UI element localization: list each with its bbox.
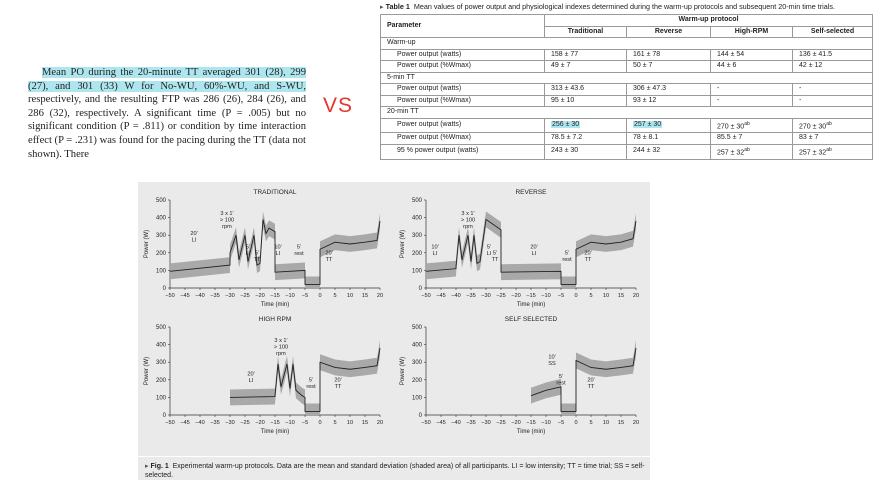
annotation-line: rpm — [463, 223, 473, 230]
x-tick-label: 0 — [318, 420, 322, 426]
x-axis-label: Time (min) — [516, 429, 546, 435]
annotation-line: rest — [556, 380, 566, 387]
annotation-line: rest — [294, 250, 304, 257]
annotation-line: LI — [432, 250, 438, 257]
table-cell: 44 ± 6 — [711, 61, 793, 73]
phase-annotation — [190, 231, 197, 244]
table-cell: - — [793, 95, 873, 107]
y-tick-label: 400 — [155, 342, 166, 349]
y-tick-label: 200 — [411, 377, 422, 384]
y-axis-label: Power (W) — [400, 229, 406, 259]
x-tick-label: −30 — [481, 420, 491, 426]
x-tick-label: −25 — [496, 293, 506, 299]
annotation-line: 5′ — [308, 377, 314, 384]
column-header: Self-selected — [793, 26, 873, 38]
annotation-line: 10′ — [274, 244, 282, 251]
y-tick-label: 300 — [155, 360, 166, 367]
x-tick-label: 5 — [589, 420, 593, 426]
table-cell: 85.5 ± 7 — [711, 133, 793, 145]
table-row — [381, 118, 873, 133]
annotation-line: 5′ — [296, 244, 302, 251]
x-tick-label: 10 — [602, 420, 610, 426]
x-tick-label: 5 — [333, 420, 337, 426]
x-tick-label: −35 — [210, 293, 220, 299]
x-tick-label: −50 — [165, 420, 175, 426]
x-tick-label: −25 — [240, 293, 250, 299]
annotation-line: 5′ — [245, 244, 251, 251]
x-tick-label: −35 — [466, 420, 476, 426]
annotation-line: 3 x 1′ — [461, 210, 475, 217]
caption-divider — [138, 456, 650, 457]
parameter-header: Parameter — [381, 15, 545, 38]
y-tick-label: 100 — [155, 268, 166, 275]
x-tick-label: −15 — [526, 420, 536, 426]
annotation-line: rpm — [222, 223, 232, 230]
annotation-line: 10′ — [431, 244, 439, 251]
annotation-line: 5′ — [486, 244, 492, 251]
column-header: Traditional — [545, 26, 627, 38]
table-section-row — [381, 107, 873, 119]
annotation-line: 5′ — [564, 250, 570, 257]
annotation-line: 20′ — [190, 231, 198, 238]
x-tick-label: 0 — [574, 293, 578, 299]
table-cell: $270 \pm 30^{ab}$ — [793, 118, 873, 133]
annotation-line: 3 x 1′ — [220, 210, 234, 217]
table-cell: 257 ± 30 — [627, 118, 711, 133]
x-tick-label: −40 — [195, 293, 205, 299]
table-cell: - — [711, 84, 793, 96]
table-row — [381, 49, 873, 61]
x-tick-label: −35 — [466, 293, 476, 299]
x-tick-label: −10 — [285, 293, 295, 299]
annotation-line: TT — [334, 384, 342, 391]
table-section-row — [381, 72, 873, 84]
x-tick-label: 20 — [376, 293, 384, 299]
y-tick-label: 300 — [411, 360, 422, 367]
y-tick-label: 400 — [155, 215, 166, 222]
y-tick-label: 400 — [411, 342, 422, 349]
annotation-line: LI — [275, 250, 281, 257]
x-tick-label: −20 — [255, 293, 265, 299]
figure-panels — [138, 182, 650, 456]
annotation-line: rpm — [276, 350, 286, 357]
x-tick-label: −10 — [285, 420, 295, 426]
x-tick-label: −30 — [481, 293, 491, 299]
row-label: Power output (%Wmax) — [381, 61, 545, 73]
annotation-line: 5′ — [492, 250, 498, 257]
phase-annotation — [584, 251, 592, 264]
y-tick-label: 0 — [418, 413, 422, 419]
y-axis-label: Power (W) — [400, 356, 406, 386]
sd-band — [531, 340, 636, 415]
phase-annotation — [274, 338, 288, 357]
x-tick-label: 10 — [602, 293, 610, 299]
table-cell: 144 ± 54 — [711, 49, 793, 61]
y-tick-label: 500 — [155, 325, 166, 331]
table-row — [381, 144, 873, 159]
table-row — [381, 84, 873, 96]
row-label: Power output (%Wmax) — [381, 133, 545, 145]
y-tick-label: 100 — [411, 268, 422, 275]
table-caption-text: Mean values of power output and physiological indexes determined during the warm-up protocols and subsequent 20-min time trials. — [413, 2, 835, 11]
x-tick-label: 5 — [589, 293, 593, 299]
figure-1 — [138, 182, 650, 480]
section-title: Warm-up — [381, 38, 873, 50]
x-tick-label: −50 — [165, 293, 175, 299]
y-tick-label: 100 — [411, 395, 422, 402]
x-tick-label: 15 — [361, 420, 369, 426]
table-row — [381, 133, 873, 145]
chart-panel — [144, 316, 383, 435]
x-tick-label: 10 — [346, 420, 354, 426]
x-tick-label: −5 — [557, 293, 565, 299]
x-tick-label: −25 — [496, 420, 506, 426]
phase-annotation — [274, 244, 281, 257]
x-tick-label: 0 — [574, 420, 578, 426]
phase-annotation — [220, 211, 234, 230]
y-axis-label: Power (W) — [144, 356, 150, 386]
y-tick-label: 200 — [411, 250, 422, 257]
phase-annotation — [306, 378, 316, 391]
x-tick-label: −30 — [225, 293, 235, 299]
table-caption — [380, 0, 872, 14]
x-axis-label: Time (min) — [516, 302, 546, 308]
y-tick-label: 500 — [411, 325, 422, 331]
x-tick-label: −40 — [195, 420, 205, 426]
table-row — [381, 61, 873, 73]
x-tick-label: 0 — [318, 293, 322, 299]
annotation-line: 20′ — [584, 250, 592, 257]
phase-annotation — [556, 374, 566, 387]
table-cell: 243 ± 30 — [545, 144, 627, 159]
panel-title: SELF SELECTED — [504, 316, 558, 323]
phase-annotation — [294, 244, 304, 257]
phase-annotation — [254, 251, 261, 264]
x-axis-label: Time (min) — [260, 429, 290, 435]
table-cell: 95 ± 10 — [545, 95, 627, 107]
annotation-line: rest — [562, 257, 572, 264]
y-tick-label: 0 — [162, 413, 166, 419]
phase-annotation — [492, 251, 499, 264]
annotation-line: 20′ — [325, 250, 333, 257]
row-label: Power output (%Wmax) — [381, 95, 545, 107]
x-tick-label: −10 — [541, 293, 551, 299]
phase-annotation — [247, 371, 254, 384]
table-cell: 161 ± 78 — [627, 49, 711, 61]
column-header: High-RPM — [711, 26, 793, 38]
x-tick-label: −50 — [421, 293, 431, 299]
table-cell: - — [711, 95, 793, 107]
annotation-line: LI — [245, 250, 251, 257]
annotation-line: TT — [253, 257, 261, 264]
x-tick-label: −40 — [451, 293, 461, 299]
figure-caption — [145, 462, 645, 480]
annotation-line: TT — [587, 384, 595, 391]
x-tick-label: −50 — [421, 420, 431, 426]
annotation-line: 5′ — [558, 374, 564, 381]
section-title: 5-min TT — [381, 72, 873, 84]
y-axis-label: Power (W) — [144, 229, 150, 259]
annotation-line: 3 x 1′ — [274, 337, 288, 344]
x-tick-label: −20 — [255, 420, 265, 426]
phase-annotation — [530, 244, 537, 257]
y-tick-label: 500 — [411, 198, 422, 204]
annotation-line: SS — [548, 361, 556, 368]
x-tick-label: −10 — [541, 420, 551, 426]
annotation-line: LI — [531, 250, 537, 257]
x-tick-label: −5 — [557, 420, 565, 426]
row-label: Power output (watts) — [381, 84, 545, 96]
y-tick-label: 0 — [162, 286, 166, 292]
x-axis-label: Time (min) — [260, 302, 290, 308]
panel-title: TRADITIONAL — [253, 189, 297, 196]
x-tick-label: −15 — [270, 420, 280, 426]
paper-excerpt — [28, 66, 306, 161]
table-section-row — [381, 38, 873, 50]
annotation-line: TT — [325, 257, 333, 264]
table-cell: - — [793, 84, 873, 96]
figure-caption-text: Experimental warm-up protocols. Data are the mean and standard deviation (shaded area) of all participants. LI = low intensity; TT = time trial; SS = self-selected. — [145, 463, 645, 479]
x-tick-label: −45 — [436, 293, 446, 299]
y-tick-label: 300 — [155, 233, 166, 240]
x-tick-label: −15 — [526, 293, 536, 299]
results-table — [380, 14, 873, 160]
y-tick-label: 400 — [411, 215, 422, 222]
table-cell: 83 ± 7 — [793, 133, 873, 145]
annotation-line: 20′ — [587, 377, 595, 384]
table-cell: 158 ± 77 — [545, 49, 627, 61]
y-tick-label: 200 — [155, 377, 166, 384]
annotation-line: rest — [306, 384, 316, 391]
vs-label: VS — [323, 94, 354, 117]
x-tick-label: −5 — [301, 420, 309, 426]
annotation-line: LI — [191, 237, 197, 244]
x-tick-label: −20 — [511, 420, 521, 426]
y-tick-label: 300 — [411, 233, 422, 240]
table-cell: 49 ± 7 — [545, 61, 627, 73]
phase-annotation — [334, 378, 342, 391]
x-tick-label: 15 — [361, 293, 369, 299]
table-cell: 244 ± 32 — [627, 144, 711, 159]
x-tick-label: −40 — [451, 420, 461, 426]
excerpt-paragraph — [28, 66, 306, 161]
x-tick-label: −35 — [210, 420, 220, 426]
panel-title: REVERSE — [515, 189, 547, 196]
panel-title: HIGH RPM — [258, 316, 292, 323]
chart-panel — [400, 316, 639, 435]
highlighted-text: Mean PO during the 20-minute TT averaged 301 (28), 299 (27), and 301 (33) W for No-WU, 60%-WU, and S-WU, — [28, 67, 306, 92]
x-tick-label: 20 — [376, 420, 384, 426]
annotation-line: LI — [248, 377, 254, 384]
y-tick-label: 500 — [155, 198, 166, 204]
annotation-line: 20′ — [247, 371, 255, 378]
x-tick-label: −45 — [180, 293, 190, 299]
table-cell: $257 \pm 32^{ab}$ — [793, 144, 873, 159]
annotation-line: TT — [584, 257, 592, 264]
section-title: 20-min TT — [381, 107, 873, 119]
phase-annotation — [562, 251, 572, 264]
figure-caption-label: Fig. 1 — [150, 463, 169, 470]
phase-annotation — [325, 251, 333, 264]
table-cell: 313 ± 43.6 — [545, 84, 627, 96]
annotation-line: > 100 — [460, 217, 476, 224]
annotation-line: > 100 — [273, 344, 289, 351]
table-cell: 42 ± 12 — [793, 61, 873, 73]
x-tick-label: −25 — [240, 420, 250, 426]
x-tick-label: −45 — [436, 420, 446, 426]
x-tick-label: −20 — [511, 293, 521, 299]
table-row — [381, 95, 873, 107]
column-header: Reverse — [627, 26, 711, 38]
protocol-group-header: Warm-up protocol — [545, 15, 873, 27]
caption-arrow-icon: ▸ — [145, 463, 151, 470]
phase-annotation — [246, 244, 251, 257]
x-tick-label: 10 — [346, 293, 354, 299]
y-tick-label: 0 — [418, 286, 422, 292]
annotation-line: 5′ — [254, 250, 260, 257]
x-tick-label: 15 — [617, 420, 625, 426]
table-caption-label: Table 1 — [385, 2, 410, 11]
row-label: 95 % power output (watts) — [381, 144, 545, 159]
excerpt-text: respectively, and the resulting FTP was 286 (26), 284 (26), and 286 (32), respectively. A significant time (P = .005) but no significant condition (P = .811) or condition by time interaction effect (P = .231) was found for the pacing during the TT (data not shown). There — [28, 94, 307, 160]
x-tick-label: −5 — [301, 293, 309, 299]
annotation-line: LI — [486, 250, 492, 257]
phase-annotation — [431, 244, 438, 257]
caption-arrow-icon: ▸ — [380, 2, 386, 11]
phase-annotation — [548, 355, 556, 368]
table-cell: $257 \pm 32^{ab}$ — [711, 144, 793, 159]
x-tick-label: 5 — [333, 293, 337, 299]
annotation-line: 20′ — [334, 377, 342, 384]
x-tick-label: 20 — [632, 420, 640, 426]
table-cell: 78 ± 8.1 — [627, 133, 711, 145]
annotation-line: 10′ — [548, 354, 556, 361]
y-tick-label: 200 — [155, 250, 166, 257]
chart-panel — [144, 189, 383, 308]
row-label: Power output (watts) — [381, 118, 545, 133]
table-cell: 306 ± 47.3 — [627, 84, 711, 96]
phase-annotation — [587, 378, 595, 391]
x-tick-label: −15 — [270, 293, 280, 299]
table-cell: 50 ± 7 — [627, 61, 711, 73]
phase-annotation — [461, 211, 475, 230]
row-label: Power output (watts) — [381, 49, 545, 61]
annotation-line: > 100 — [219, 217, 235, 224]
table-cell: 136 ± 41.5 — [793, 49, 873, 61]
table-cell: 93 ± 12 — [627, 95, 711, 107]
annotation-line: 20′ — [530, 244, 538, 251]
table-cell: $270 \pm 30^{ab}$ — [711, 118, 793, 133]
table-cell: 78.5 ± 7.2 — [545, 133, 627, 145]
x-tick-label: 20 — [632, 293, 640, 299]
annotation-line: TT — [491, 257, 499, 264]
x-tick-label: −30 — [225, 420, 235, 426]
phase-annotation — [487, 244, 492, 257]
table-cell: 256 ± 30 — [545, 118, 627, 133]
table-1 — [380, 0, 872, 160]
chart-panel — [400, 189, 639, 308]
x-tick-label: 15 — [617, 293, 625, 299]
y-tick-label: 100 — [155, 395, 166, 402]
x-tick-label: −45 — [180, 420, 190, 426]
